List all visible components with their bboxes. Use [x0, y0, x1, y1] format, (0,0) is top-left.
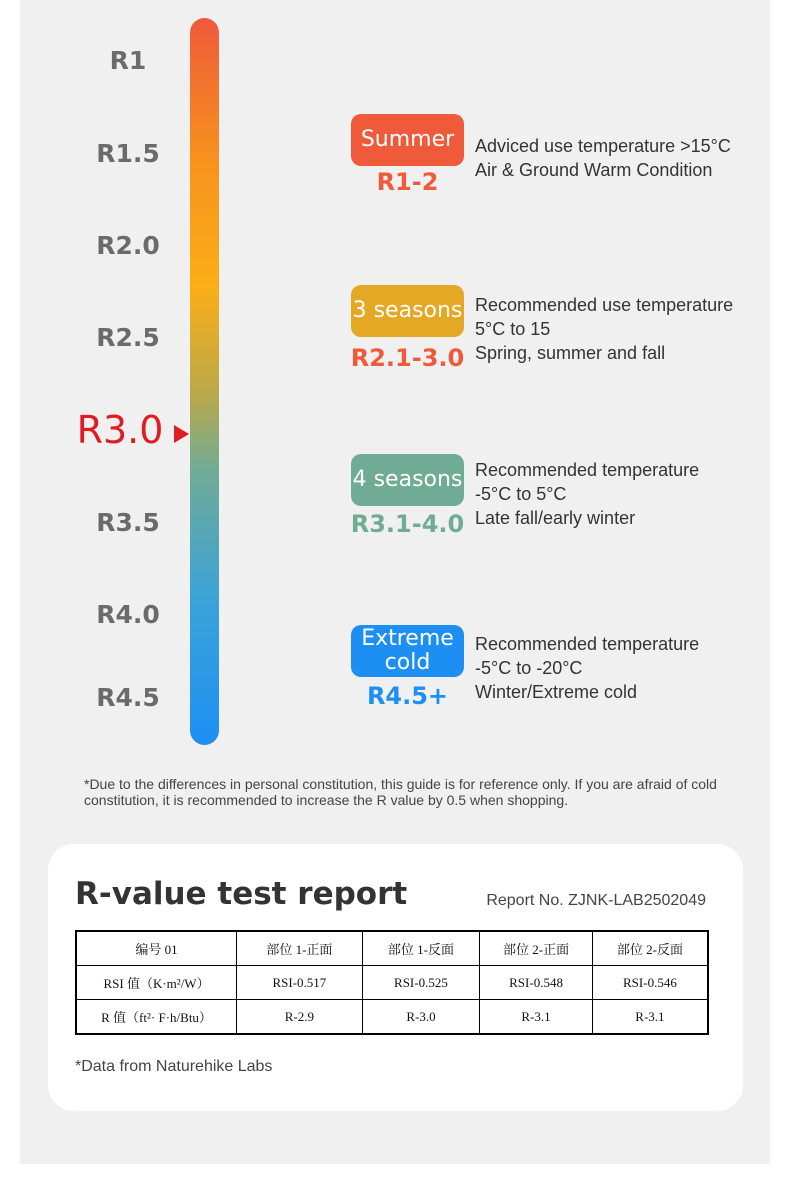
table-header-row — [76, 931, 708, 966]
reference-note: *Due to the differences in personal constitution, this guide is for reference only. If you are afraid of cold constitution, it is recommended to increase the R value by 0.5 when shopping. — [84, 776, 717, 808]
report-table — [75, 930, 709, 1035]
table-row — [76, 966, 708, 1000]
scale-label-r2-0: R2.0 — [96, 231, 160, 260]
scale-label-r4-0: R4.0 — [96, 600, 160, 629]
table-header-cell: 部位 2-正面 — [480, 931, 593, 966]
current-marker-icon — [174, 425, 189, 443]
season-desc-line: Air & Ground Warm Condition — [475, 160, 713, 180]
scale-label-active: R3.0 — [76, 408, 164, 452]
season-desc-line: Adviced use temperature >15°C — [475, 136, 731, 156]
scale-label-r1-5: R1.5 — [96, 139, 160, 168]
table-cell: R-3.1 — [480, 1000, 593, 1035]
table-cell: R-3.1 — [592, 1000, 708, 1035]
season-desc-line: Recommended temperature — [475, 460, 700, 480]
scale-label-r3-5: R3.5 — [96, 508, 160, 537]
season-desc-line: -5°C to 5°C — [475, 484, 567, 504]
season-desc-line: Recommended use temperature — [475, 295, 734, 315]
scale-label-r1: R1 — [109, 46, 147, 75]
season-badge-3-seasons: 3 seasons — [351, 285, 464, 337]
table-cell: RSI-0.525 — [362, 966, 480, 1000]
season-desc-summer — [475, 134, 731, 182]
table-cell: RSI-0.517 — [237, 966, 363, 1000]
season-range-summer: R1-2 — [376, 168, 439, 196]
season-desc-4-seasons — [475, 458, 699, 530]
scale-label-r4-5: R4.5 — [96, 683, 160, 712]
season-desc-3-seasons — [475, 293, 733, 365]
season-range-3-seasons: R2.1-3.0 — [350, 344, 465, 372]
table-cell: RSI-0.548 — [480, 966, 593, 1000]
table-header-cell: 部位 1-反面 — [362, 931, 480, 966]
badge-line: cold — [384, 650, 431, 675]
season-badge-extreme-cold — [351, 625, 464, 677]
season-badge-summer: Summer — [351, 114, 464, 166]
season-desc-line: Spring, summer and fall — [475, 343, 666, 363]
badge-line: Extreme — [361, 626, 454, 651]
season-desc-line: 5°C to 15 — [475, 319, 551, 339]
table-header-cell: 部位 1-正面 — [237, 931, 363, 966]
report-card — [48, 844, 743, 1111]
season-desc-line: Winter/Extreme cold — [475, 682, 638, 702]
data-source-note: *Data from Naturehike Labs — [75, 1058, 273, 1075]
scale-label-r2-5: R2.5 — [96, 323, 160, 352]
table-cell: RSI-0.546 — [592, 966, 708, 1000]
season-desc-line: Late fall/early winter — [475, 508, 636, 528]
table-header-cell: 部位 2-反面 — [592, 931, 708, 966]
season-desc-line: Recommended temperature — [475, 634, 700, 654]
season-desc-line: -5°C to -20°C — [475, 658, 583, 678]
report-title: R-value test report — [75, 876, 408, 912]
season-range-4-seasons: R3.1-4.0 — [350, 510, 465, 538]
table-cell: RSI 值（K·m²/W） — [76, 966, 237, 1000]
season-badge-4-seasons: 4 seasons — [351, 454, 464, 506]
season-desc-extreme-cold — [475, 632, 699, 704]
report-number: Report No. ZJNK-LAB2502049 — [486, 892, 706, 909]
table-cell: R 值（ft²· F·h/Btu） — [76, 1000, 237, 1035]
table-cell: R-2.9 — [237, 1000, 363, 1035]
table-row — [76, 1000, 708, 1035]
table-header-cell: 编号 01 — [76, 931, 237, 966]
season-range-extreme-cold: R4.5+ — [366, 682, 449, 710]
r-value-gradient-bar — [190, 18, 219, 745]
table-cell: R-3.0 — [362, 1000, 480, 1035]
